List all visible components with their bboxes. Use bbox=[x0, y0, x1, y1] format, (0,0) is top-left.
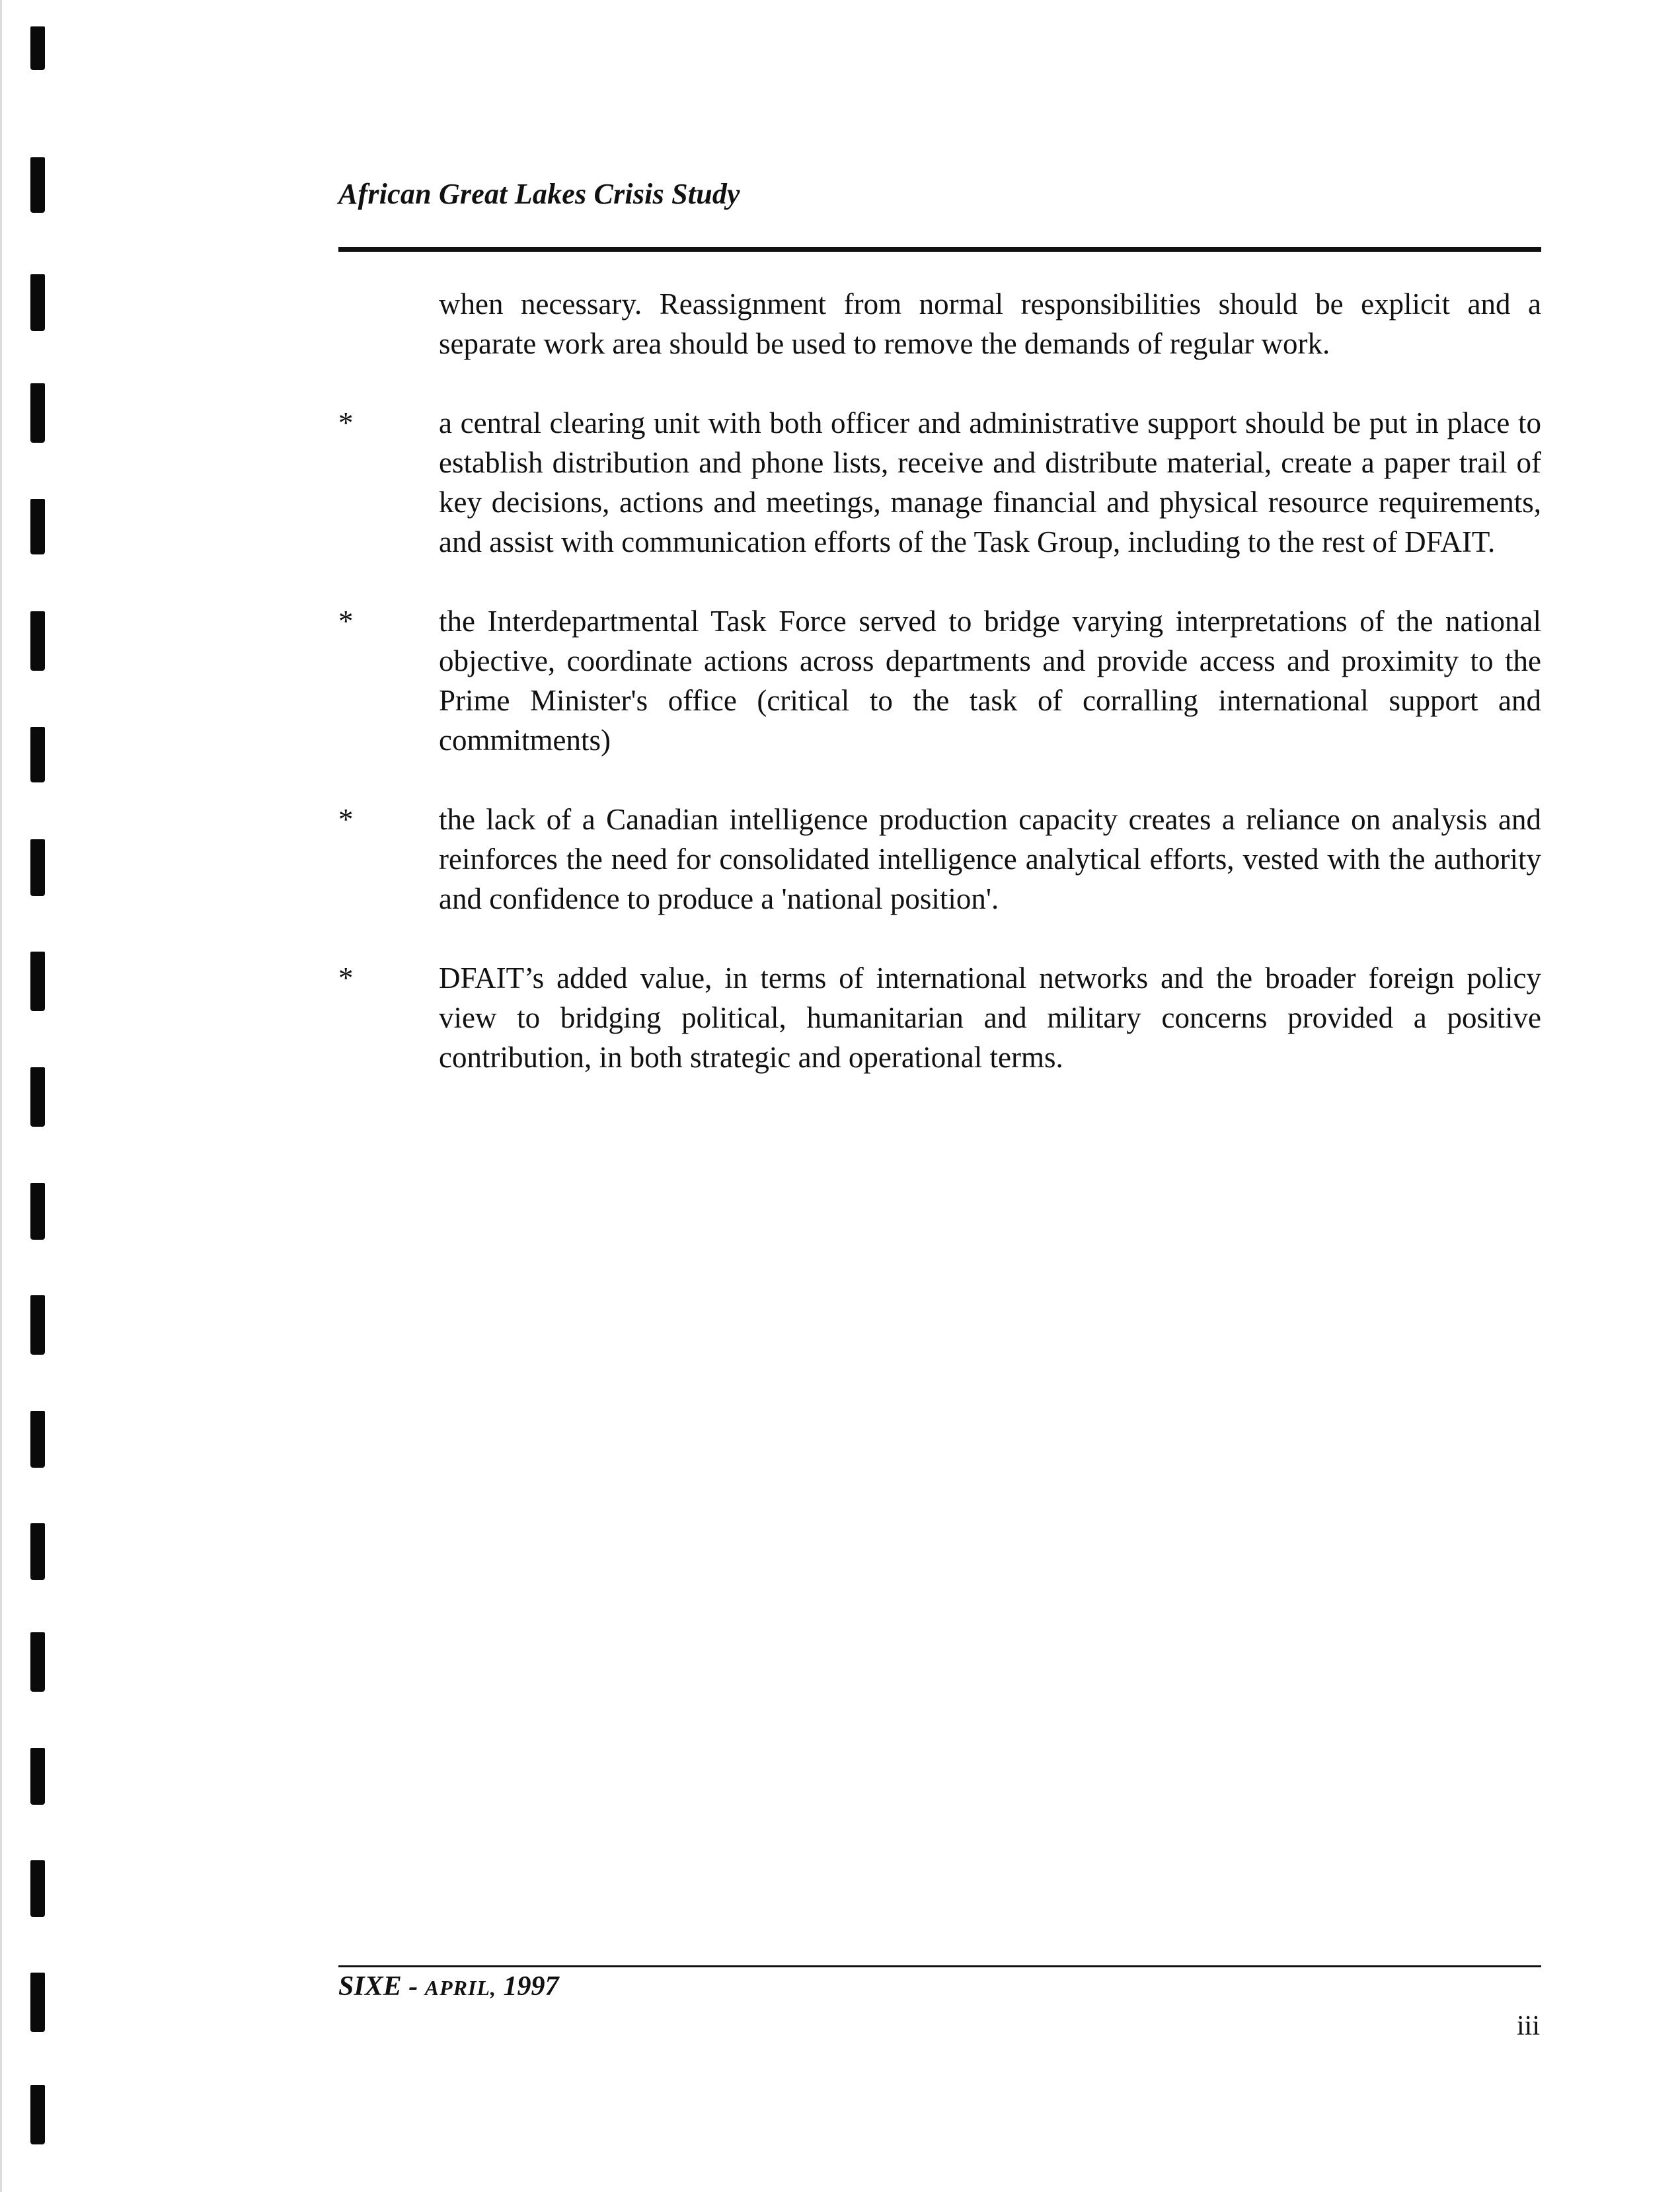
list-item bbox=[338, 800, 1541, 919]
bullet-marker: * bbox=[338, 605, 354, 638]
header-rule bbox=[338, 247, 1541, 252]
binder-punch-marks bbox=[0, 0, 53, 2192]
footer-year: 1997 bbox=[496, 1971, 559, 2002]
binder-mark bbox=[30, 157, 45, 213]
binder-mark bbox=[30, 839, 45, 896]
footer-rule bbox=[338, 1965, 1541, 1967]
binder-mark bbox=[30, 499, 45, 554]
document-body bbox=[338, 284, 1541, 1117]
binder-mark bbox=[30, 1183, 45, 1240]
list-item-text: a central clearing unit with both officer and administrative support should be put in place to establish distribution and phone lists, receive and distribute material, create a paper trail of key decisions, actions and meetings, manage financial and physical resource requirements, and assist with communication efforts of the Task Group, including to the rest of DFAIT. bbox=[439, 406, 1541, 558]
binder-mark bbox=[30, 1067, 45, 1127]
list-item bbox=[338, 958, 1541, 1077]
list-item bbox=[338, 403, 1541, 562]
binder-mark bbox=[30, 26, 45, 70]
list-item-text: the lack of a Canadian intelligence production capacity creates a reliance on analysis and reinforces the need for consolidated intelligence analytical efforts, vested with the authority and confidence to produce a 'national position'. bbox=[439, 803, 1541, 915]
binder-mark bbox=[30, 1632, 45, 1692]
binder-mark bbox=[30, 952, 45, 1011]
running-header-title: African Great Lakes Crisis Study bbox=[338, 178, 740, 210]
binder-mark bbox=[30, 1523, 45, 1580]
bullet-marker: * bbox=[338, 406, 354, 439]
footer-source bbox=[338, 1971, 558, 2002]
binder-mark bbox=[30, 383, 45, 443]
binder-mark bbox=[30, 1295, 45, 1355]
binder-mark bbox=[30, 274, 45, 331]
binder-mark bbox=[30, 1860, 45, 1917]
list-item-text: the Interdepartmental Task Force served to bridge varying interpretations of the national objective, coordinate actions across departments and provide access and proximity to the Prime Minister's office (critical to the task of corralling international support and commitments) bbox=[439, 605, 1541, 757]
list-item-text: DFAIT’s added value, in terms of international networks and the broader foreign policy view to bridging political, humanitarian and military concerns provided a positive contribution, in both strategic and operational terms. bbox=[439, 962, 1541, 1074]
binder-mark bbox=[30, 1748, 45, 1805]
footer-month: APRIL, bbox=[424, 1976, 496, 2000]
binder-mark bbox=[30, 2085, 45, 2144]
binder-mark bbox=[30, 1973, 45, 2032]
bullet-marker: * bbox=[338, 803, 354, 836]
page-number: iii bbox=[1516, 2011, 1540, 2041]
footer-separator: - bbox=[401, 1971, 425, 2002]
footer-org: SIXE bbox=[338, 1971, 402, 2002]
list-item bbox=[338, 601, 1541, 760]
binder-mark bbox=[30, 1411, 45, 1468]
binder-mark bbox=[30, 727, 45, 782]
bullet-marker: * bbox=[338, 962, 354, 995]
binder-mark bbox=[30, 611, 45, 671]
continuation-paragraph: when necessary. Reassignment from normal responsibilities should be explicit and a separate work area should be used to remove the demands of regular work. bbox=[439, 287, 1541, 360]
